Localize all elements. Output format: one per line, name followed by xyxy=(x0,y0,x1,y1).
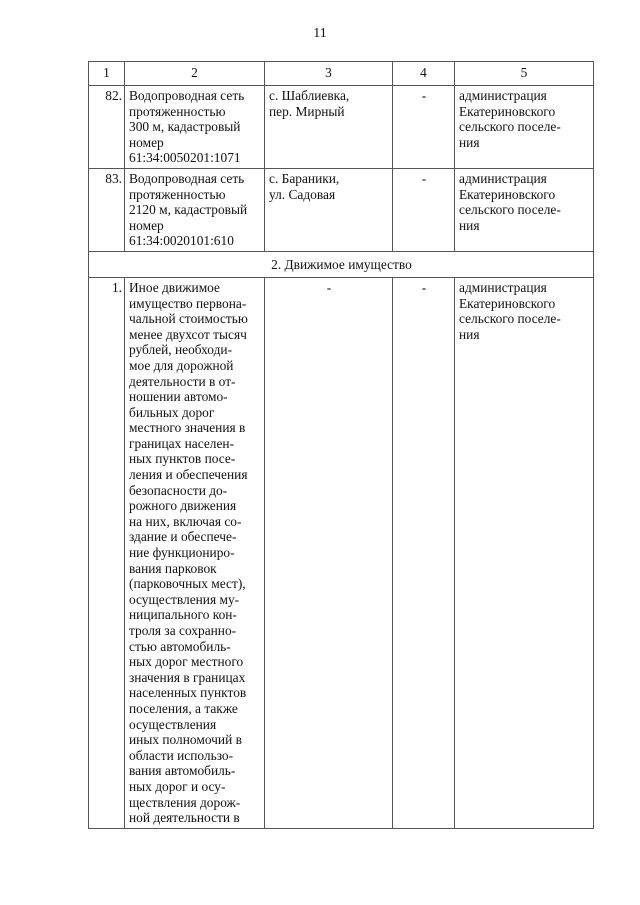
table-row xyxy=(89,277,594,828)
table-header-row xyxy=(89,62,594,86)
object-address: с. Бараники, ул. Садовая xyxy=(265,168,393,251)
table-row xyxy=(89,86,594,169)
object-address: с. Шаблиевка, пер. Мирный xyxy=(265,86,393,169)
column-4-value: - xyxy=(393,277,455,828)
column-number-3: 3 xyxy=(265,62,393,86)
column-number-2: 2 xyxy=(125,62,265,86)
column-number-5: 5 xyxy=(455,62,594,86)
column-number-1: 1 xyxy=(89,62,125,86)
right-holder: администрация Екатериновского сельского поселе- ния xyxy=(455,277,594,828)
page-number: 11 xyxy=(313,26,327,41)
table-row xyxy=(89,168,594,251)
object-name: Водопроводная сеть протяженностью 2120 м, кадастровый номер 61:34:0020101:610 xyxy=(125,168,265,251)
row-number: 1. xyxy=(89,277,125,828)
column-number-4: 4 xyxy=(393,62,455,86)
row-number: 83. xyxy=(89,168,125,251)
property-registry-table xyxy=(88,61,594,829)
object-name: Водопроводная сеть протяженностью 300 м, кадастровый номер 61:34:0050201:1071 xyxy=(125,86,265,169)
object-name: Иное движимое имущество первона- чальной стоимостью менее двухсот тысяч рублей, необходи- мое для дорожной деятельности в от- ношении автомо- бильных дорог местного значения в границах населен- ных пунктов посе- ления и обеспечения безопасности до- рожного движения на них, включая со- здание и обеспече- ние функциониро- вания парковок (парковочных мест), осуществления му- ниципального кон- троля за сохранно- стью автомобиль- ных дорог местного значения в границах населенных пунктов поселения, а также осуществления иных полномочий в области использо- вания автомобиль- ных дорог и осу- ществления дорож- ной деятельности в xyxy=(125,277,265,828)
right-holder: администрация Екатериновского сельского поселе- ния xyxy=(455,168,594,251)
row-number: 82. xyxy=(89,86,125,169)
section-row xyxy=(89,251,594,277)
column-4-value: - xyxy=(393,168,455,251)
section-title: 2. Движимое имущество xyxy=(89,251,594,277)
column-4-value: - xyxy=(393,86,455,169)
object-address: - xyxy=(265,277,393,828)
right-holder: администрация Екатериновского сельского поселе- ния xyxy=(455,86,594,169)
